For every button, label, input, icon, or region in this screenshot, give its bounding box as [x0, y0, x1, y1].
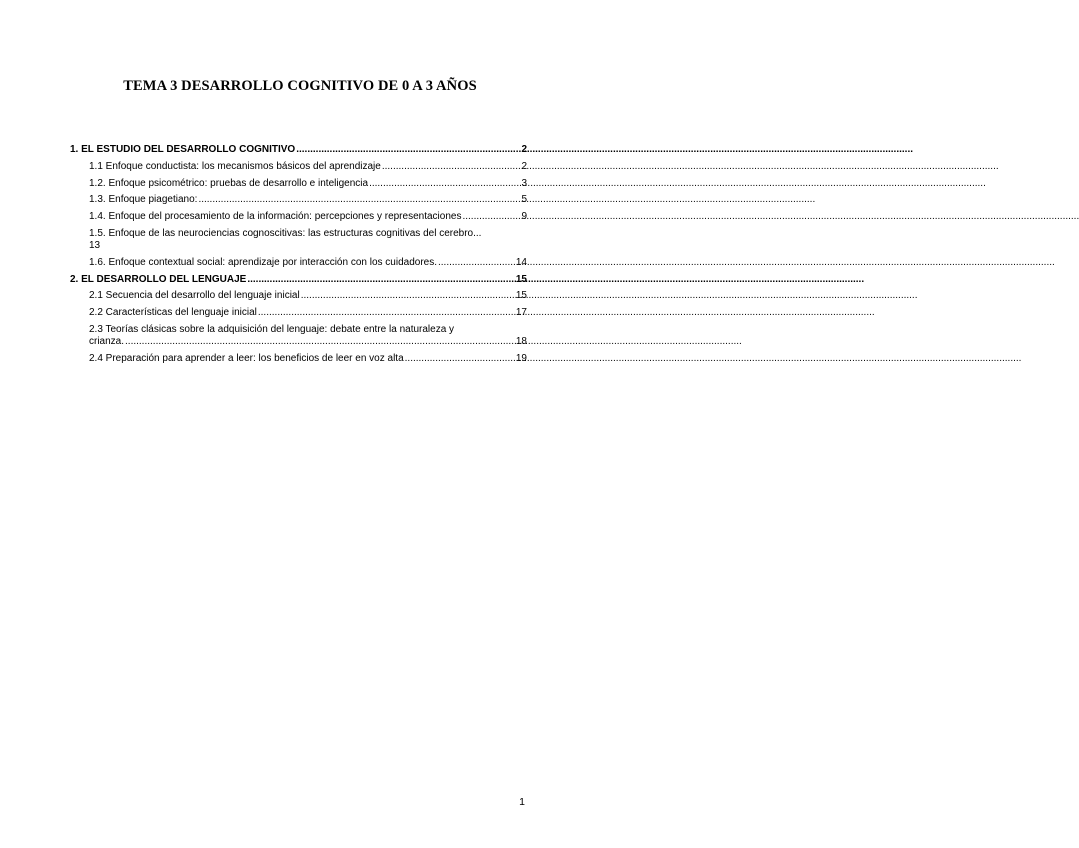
toc-entry-page: 19: [515, 352, 527, 364]
toc-entry-label: 1.3. Enfoque piagetiano:: [89, 194, 198, 206]
toc-entry-page: 17: [515, 307, 527, 319]
toc-entry-1-3[interactable]: [70, 194, 527, 206]
toc-leader-dots: [247, 274, 515, 286]
toc-entry-1-2[interactable]: [70, 178, 527, 190]
toc-entry-page: 2: [521, 160, 527, 172]
toc-entry-page: 15: [515, 273, 527, 285]
toc-entry-page: 9: [521, 211, 527, 223]
toc-entry-page: 15: [515, 290, 527, 302]
toc-entry-2-3[interactable]: [70, 324, 527, 348]
toc-entry-1-4[interactable]: [70, 211, 527, 223]
toc-entry-page: 13: [89, 239, 101, 251]
toc-entry-label: 1.4. Enfoque del procesamiento de la información: percepciones y representaciones: [89, 211, 462, 223]
toc-leader-dots: [296, 144, 520, 156]
toc-entry-label: 1.5. Enfoque de las neurociencias cognoscitivas: las estructuras cognitivas del cerebro...: [89, 227, 482, 239]
toc-entry-section-1[interactable]: [70, 144, 527, 156]
toc-entry-page: 5: [521, 194, 527, 206]
toc-leader-dots: [369, 178, 520, 190]
toc-entry-page: 3: [521, 177, 527, 189]
toc-entry-label: 1.6. Enfoque contextual social: aprendizaje por interacción con los cuidadores.: [89, 256, 437, 268]
toc-entry-label: 2.4 Preparación para aprender a leer: los beneficios de leer en voz alta: [89, 352, 404, 364]
toc-entry-page: 2: [521, 144, 527, 155]
toc-leader-dots: [125, 336, 515, 348]
toc-entry-label: 2.1 Secuencia del desarrollo del lenguaje inicial: [89, 290, 300, 302]
toc-entry-1-5[interactable]: [70, 228, 527, 252]
toc-leader-dots: [405, 353, 515, 365]
page-number: 1: [519, 796, 525, 808]
toc-leader-dots: [198, 194, 520, 206]
toc-leader-dots: [258, 307, 515, 319]
toc-entry-label: 1. EL ESTUDIO DEL DESARROLLO COGNITIVO: [70, 144, 296, 155]
toc-entry-label: 2. EL DESARROLLO DEL LENGUAJE: [70, 273, 247, 285]
toc-leader-dots: [462, 211, 520, 223]
toc-leader-dots: [301, 290, 515, 302]
toc-entry-label: 1.1 Enfoque conductista: los mecanismos básicos del aprendizaje: [89, 160, 381, 172]
toc-entry-label: 1.2. Enfoque psicométrico: pruebas de desarrollo e inteligencia: [89, 177, 369, 189]
toc-entry-continuation: [89, 336, 527, 348]
toc-entry-page: 14: [515, 256, 527, 268]
toc-entry-label: 2.3 Teorías clásicas sobre la adquisición del lenguaje: debate entre la naturaleza y: [89, 323, 455, 335]
toc-entry-2-1[interactable]: [70, 290, 527, 302]
page-title: TEMA 3 DESARROLLO COGNITIVO DE 0 A 3 AÑOS: [123, 78, 477, 94]
toc-entry-section-2[interactable]: [70, 274, 527, 286]
toc-entry-2-4[interactable]: [70, 353, 527, 365]
toc-entry-label-cont: crianza.: [89, 335, 125, 347]
toc-leader-dots: [438, 257, 515, 269]
toc-entry-label: 2.2 Características del lenguaje inicial: [89, 307, 257, 319]
toc-leader-dots: [382, 161, 521, 173]
toc-entry-1-1[interactable]: [70, 161, 527, 173]
toc-entry-page: 18: [515, 335, 527, 347]
toc-entry-2-2[interactable]: [70, 307, 527, 319]
toc-entry-1-6[interactable]: [70, 257, 527, 269]
table-of-contents: [70, 144, 527, 370]
